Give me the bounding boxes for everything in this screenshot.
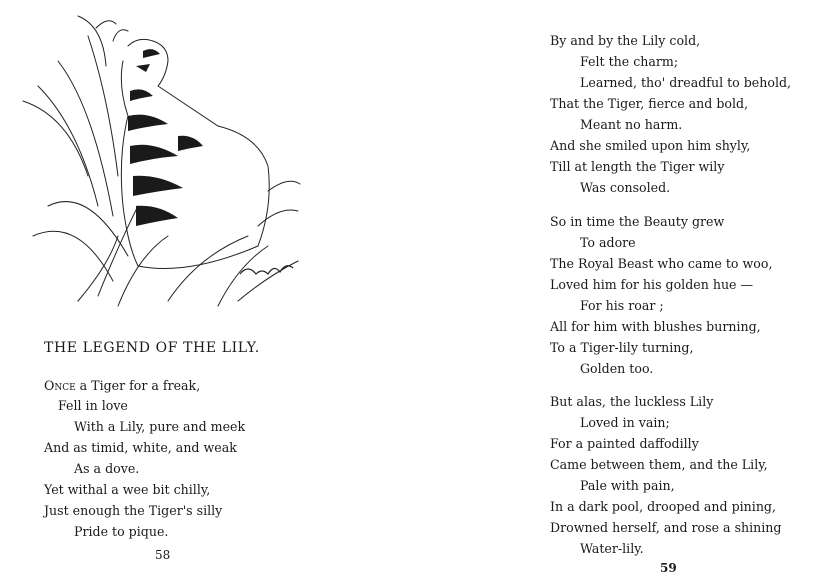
poem-line: Felt the charm; bbox=[580, 54, 679, 69]
poem-line: Was consoled. bbox=[580, 180, 671, 195]
poem-line: Water-lily. bbox=[580, 541, 644, 556]
poem-line: Yet withal a wee bit chilly, bbox=[44, 482, 211, 497]
poem-line: In a dark pool, drooped and pining, bbox=[550, 499, 776, 514]
poem-line: But alas, the luckless Lily bbox=[550, 394, 714, 409]
poem-line: Till at length the Tiger wily bbox=[550, 159, 725, 174]
poem-line: Loved in vain; bbox=[580, 415, 670, 430]
tiger-illustration bbox=[18, 6, 303, 311]
page-number: 59 bbox=[660, 561, 677, 575]
poem-line: Pale with pain, bbox=[580, 478, 675, 493]
poem-line: Pride to pique. bbox=[74, 524, 169, 539]
poem-line: Once a Tiger for a freak, bbox=[44, 378, 201, 393]
page-number: 58 bbox=[155, 548, 171, 562]
drop-word: Once bbox=[44, 378, 76, 393]
left-page bbox=[0, 0, 414, 585]
poem-line: Learned, tho' dreadful to behold, bbox=[580, 75, 792, 90]
poem-line: Just enough the Tiger's silly bbox=[44, 503, 223, 518]
poem-line: So in time the Beauty grew bbox=[550, 214, 725, 229]
poem-line: As a dove. bbox=[74, 461, 140, 476]
poem-line: With a Lily, pure and meek bbox=[74, 419, 246, 434]
poem-line: To adore bbox=[580, 235, 636, 250]
poem-line: For his roar ; bbox=[580, 298, 664, 313]
poem-line: For a painted daffodilly bbox=[550, 436, 699, 451]
poem-line: Drowned herself, and rose a shining bbox=[550, 520, 782, 535]
poem-line: Golden too. bbox=[580, 361, 654, 376]
poem-line: To a Tiger-lily turning, bbox=[550, 340, 694, 355]
right-page bbox=[414, 0, 829, 585]
poem-line: And as timid, white, and weak bbox=[44, 440, 237, 455]
poem-line: All for him with blushes burning, bbox=[550, 319, 761, 334]
poem-line: And she smiled upon him shyly, bbox=[550, 138, 751, 153]
poem-line: Loved him for his golden hue — bbox=[550, 277, 754, 292]
poem-line: That the Tiger, fierce and bold, bbox=[550, 96, 749, 111]
poem-line: Meant no harm. bbox=[580, 117, 683, 132]
poem-line: By and by the Lily cold, bbox=[550, 33, 701, 48]
poem-title: THE LEGEND OF THE LILY. bbox=[44, 340, 260, 356]
poem-line: Came between them, and the Lily, bbox=[550, 457, 768, 472]
poem-line: The Royal Beast who came to woo, bbox=[550, 256, 773, 271]
poem-line: Fell in love bbox=[58, 398, 128, 413]
